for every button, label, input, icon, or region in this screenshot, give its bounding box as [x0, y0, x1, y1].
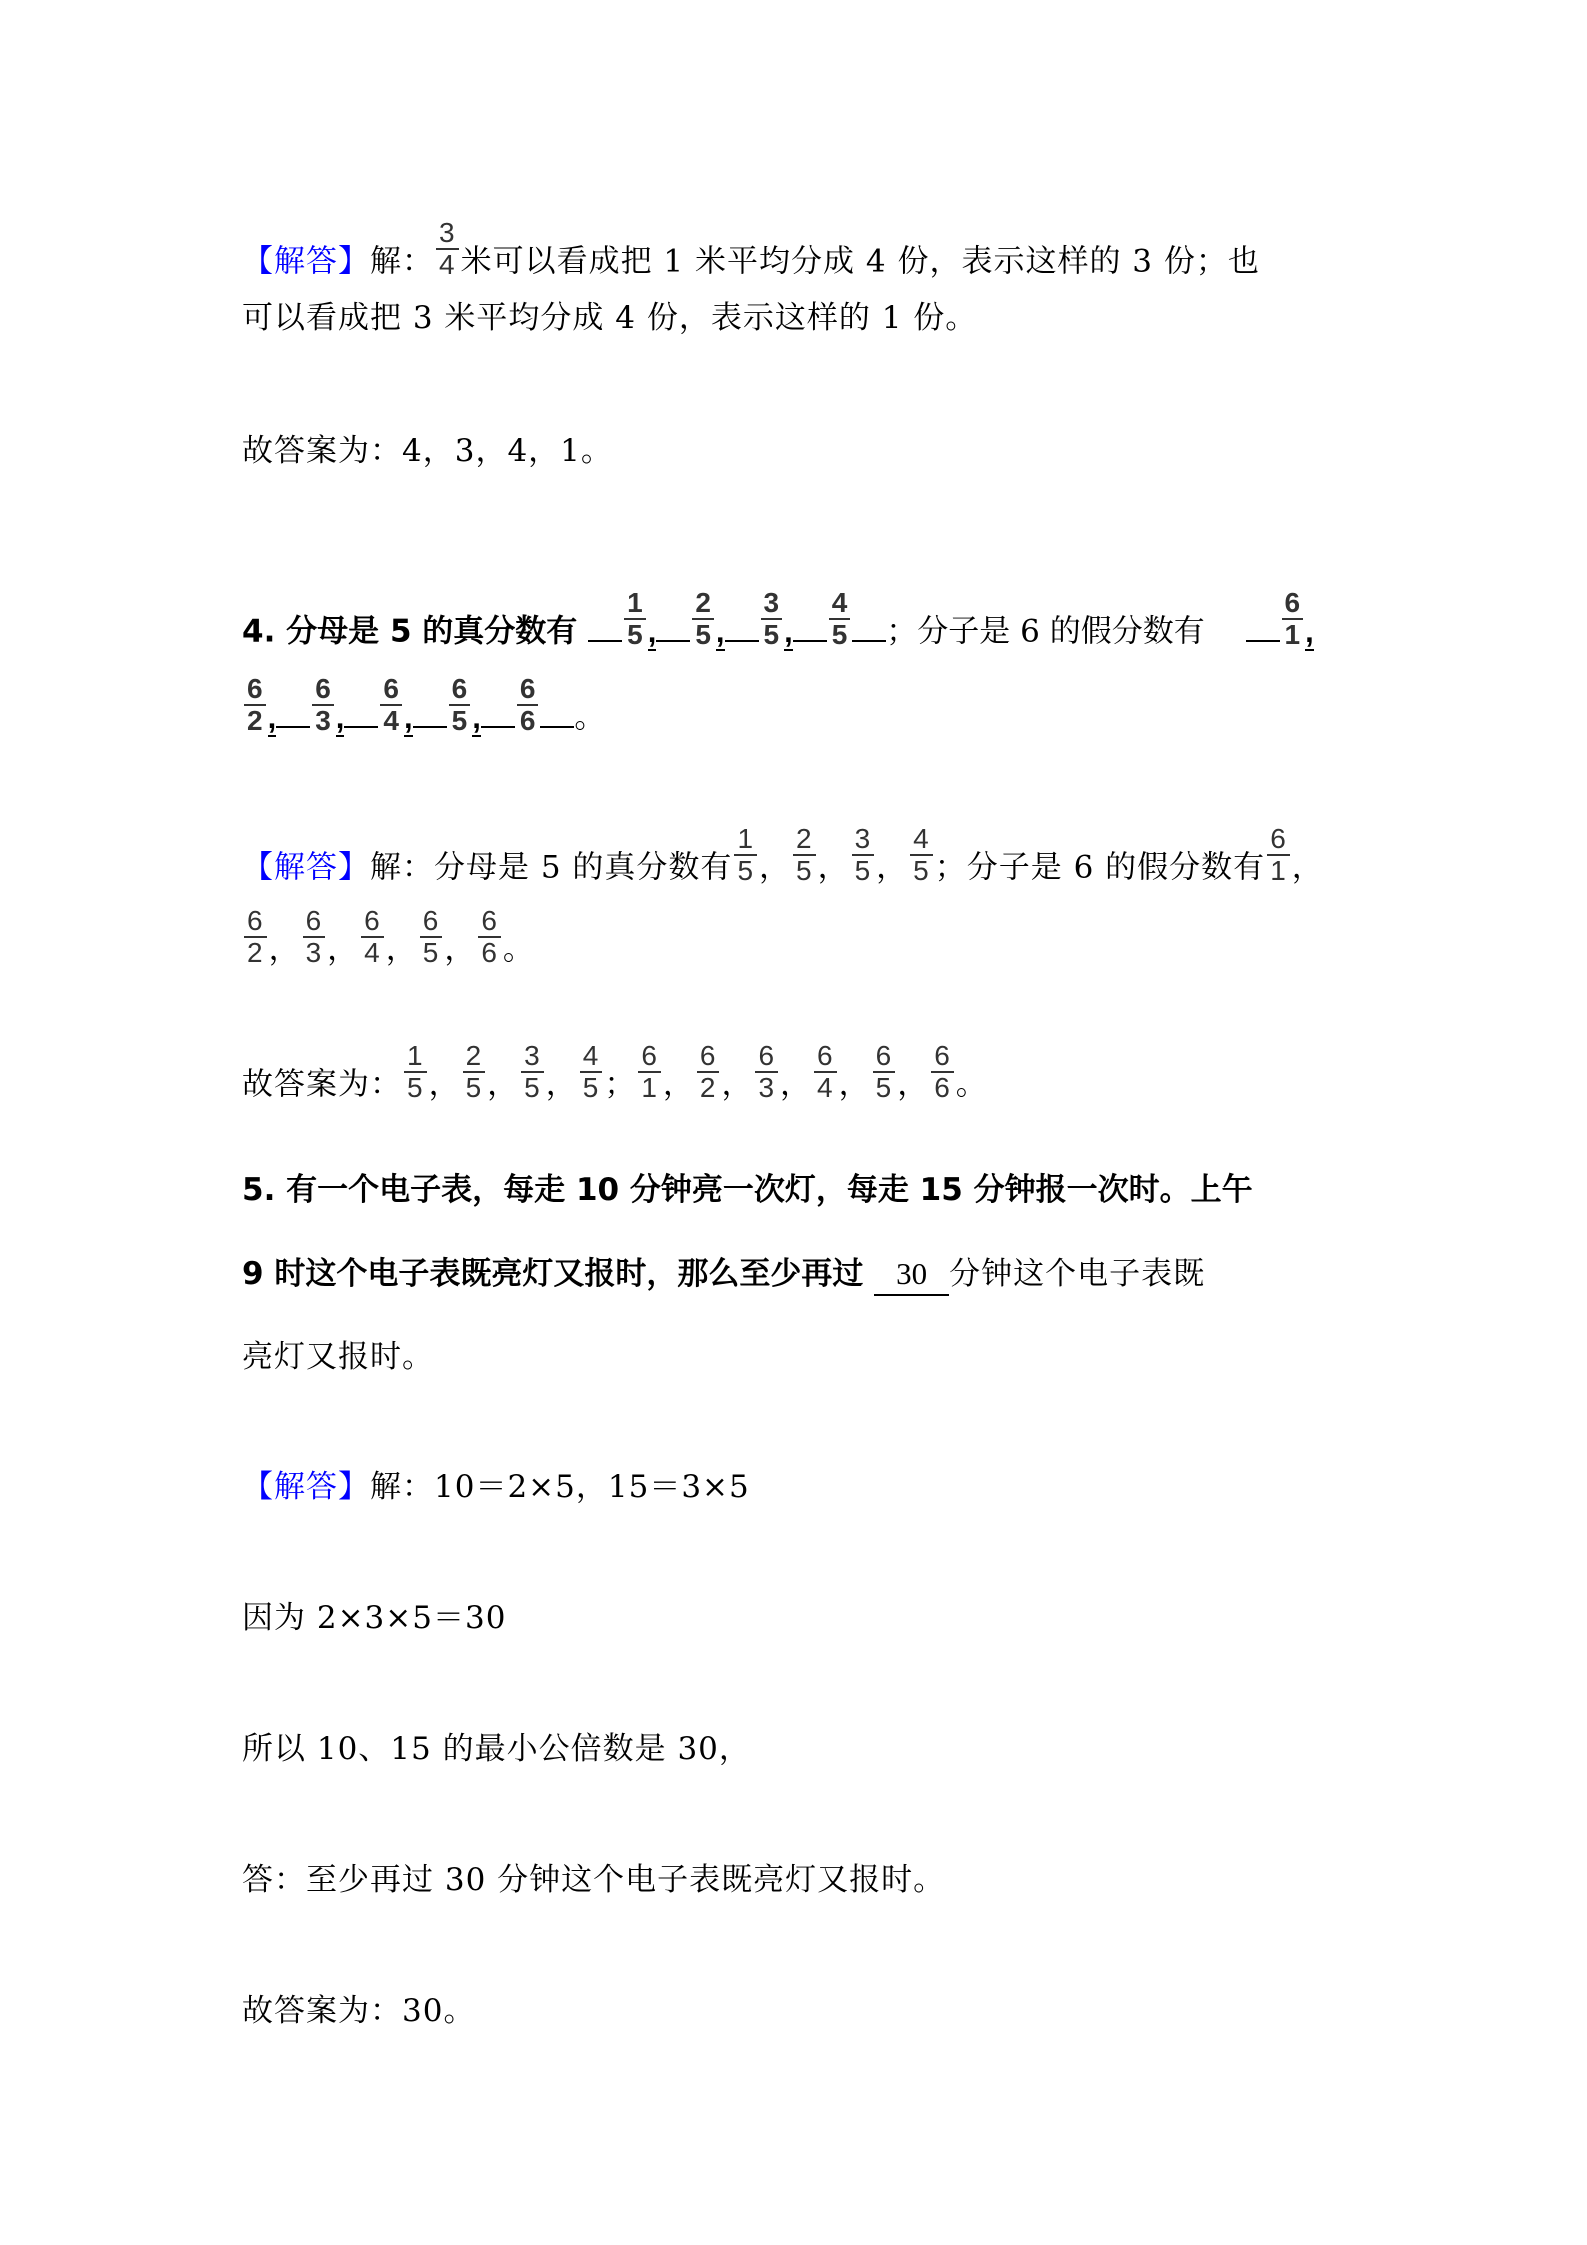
q5-answer-line1 — [242, 1467, 750, 1507]
comma: ， — [1291, 849, 1324, 886]
fraction-4-5: $\frac{4}{5}$ — [580, 1041, 603, 1103]
comma: , — [784, 613, 793, 649]
answer-text: 因为 2×3×5＝30 — [242, 1600, 507, 1636]
comma: , — [335, 699, 345, 735]
comma: ， — [268, 931, 301, 968]
answer-blank[interactable] — [793, 614, 827, 642]
comma: ， — [428, 1066, 461, 1103]
comma: ， — [876, 849, 909, 886]
q4-question-line1 — [242, 587, 1314, 664]
fraction-2-5: $\frac{2}{5}$ — [692, 588, 714, 650]
answer-text: 答：至少再过 30 分钟这个电子表既亮灯又报时。 — [242, 1862, 946, 1898]
fraction-6-3: $\frac{6}{3}$ — [755, 1041, 778, 1103]
fraction-3-5: $\frac{3}{5}$ — [521, 1041, 544, 1103]
question-text: ；分子是 6 的假分数有 — [886, 613, 1205, 650]
fraction-6-3: $\frac{6}{3}$ — [303, 906, 326, 968]
fraction-6-2: $\frac{6}{2}$ — [244, 906, 267, 968]
comma: ， — [444, 931, 477, 968]
answer-blank[interactable] — [1246, 614, 1280, 642]
fraction-6-1: $\frac{6}{1}$ — [638, 1041, 661, 1103]
fraction-1-5: $\frac{1}{5}$ — [404, 1041, 427, 1103]
question-text: 分钟这个电子表既 — [949, 1256, 1206, 1292]
answer-text: 可以看成把 3 米平均分成 4 份，表示这样的 1 份。 — [242, 300, 978, 336]
question-number: 4. — [242, 613, 276, 650]
answer-lead: 解： — [370, 1469, 434, 1505]
comma: ， — [385, 931, 418, 968]
fraction-6-6: $\frac{6}{6}$ — [517, 674, 539, 736]
fraction-1-5: $\frac{1}{5}$ — [624, 588, 646, 650]
comma: ， — [327, 931, 360, 968]
q5-answer-line3 — [242, 1729, 751, 1769]
answer-blank[interactable] — [413, 700, 447, 728]
answer-lead: 解： — [370, 849, 434, 886]
q3-final-answer — [242, 431, 613, 471]
fraction-6-5: $\frac{6}{5}$ — [873, 1041, 896, 1103]
answer-text: 分母是 5 的真分数有 — [434, 849, 733, 886]
question-text: 亮灯又报时。 — [242, 1339, 434, 1375]
comma: ， — [721, 1066, 754, 1103]
fraction-2-5: $\frac{2}{5}$ — [463, 1041, 486, 1103]
comma: ， — [487, 1066, 520, 1103]
answer-blank[interactable] — [481, 700, 515, 728]
fraction-6-4: $\frac{6}{4}$ — [361, 906, 384, 968]
comma: , — [403, 699, 413, 735]
comma: ， — [780, 1066, 813, 1103]
fraction-4-5: $\frac{4}{5}$ — [910, 824, 933, 886]
answer-blank[interactable] — [588, 614, 622, 642]
q3-answer-line1 — [242, 217, 1260, 294]
comma: ， — [897, 1066, 930, 1103]
answer-blank[interactable]: 30 — [874, 1254, 949, 1296]
fraction-3-4: $\frac{3}{4}$ — [436, 218, 459, 280]
comma: ， — [759, 849, 792, 886]
comma: , — [472, 699, 481, 735]
comma: , — [1305, 613, 1314, 649]
fraction-6-3: $\frac{6}{3}$ — [312, 674, 334, 736]
comma: ， — [545, 1066, 578, 1103]
q5-answer-line4 — [242, 1860, 945, 1900]
fraction-2-5: $\frac{2}{5}$ — [793, 824, 816, 886]
fraction-6-5: $\frac{6}{5}$ — [420, 906, 443, 968]
answer-blank[interactable] — [852, 614, 886, 642]
answer-text: 10＝2×5，15＝3×5 — [434, 1469, 750, 1505]
fraction-6-6: $\frac{6}{6}$ — [931, 1041, 954, 1103]
period: 。 — [955, 1066, 988, 1103]
fraction-6-2: $\frac{6}{2}$ — [244, 674, 266, 736]
semicolon: ； — [604, 1066, 637, 1103]
q5-question-line1 — [242, 1170, 1253, 1210]
comma: , — [647, 613, 657, 649]
period: 。 — [574, 699, 606, 736]
fraction-6-2: $\frac{6}{2}$ — [697, 1041, 720, 1103]
final-answer-text: 故答案为：4，3，4，1。 — [242, 433, 613, 469]
comma: ， — [662, 1066, 695, 1103]
q4-final-answer — [242, 1040, 988, 1117]
q4-answer-line1 — [242, 823, 1324, 900]
question-text: 分母是 5 的真分数有 — [286, 613, 578, 650]
answer-blank[interactable] — [344, 700, 378, 728]
q3-answer-line2 — [242, 298, 977, 338]
answer-lead: 解： — [370, 243, 434, 280]
fraction-6-1: $\frac{6}{1}$ — [1267, 824, 1290, 886]
answer-text: ；分子是 6 的假分数有 — [934, 849, 1266, 886]
question-number: 5. — [242, 1172, 276, 1208]
question-text: 9 时这个电子表既亮灯又报时，那么至少再过 — [242, 1256, 864, 1292]
q4-answer-line2 — [242, 905, 535, 982]
q4-question-line2 — [242, 673, 606, 750]
answer-label: 【解答】 — [242, 849, 370, 886]
fraction-6-4: $\frac{6}{4}$ — [380, 674, 402, 736]
answer-blank[interactable] — [276, 700, 310, 728]
fraction-6-5: $\frac{6}{5}$ — [449, 674, 471, 736]
answer-blank[interactable] — [540, 700, 574, 728]
fraction-6-1: $\frac{6}{1}$ — [1282, 588, 1304, 650]
q5-final-answer — [242, 1991, 475, 2031]
answer-text: 米可以看成把 1 米平均分成 4 份，表示这样的 3 份；也 — [460, 243, 1260, 280]
final-answer-lead: 故答案为： — [242, 1066, 402, 1103]
answer-label: 【解答】 — [242, 243, 370, 280]
fraction-3-5: $\frac{3}{5}$ — [852, 824, 875, 886]
answer-text: 所以 10、15 的最小公倍数是 30， — [242, 1731, 751, 1767]
final-answer-text: 故答案为：30。 — [242, 1993, 476, 2029]
q5-answer-line2 — [242, 1598, 506, 1638]
fraction-3-5: $\frac{3}{5}$ — [761, 588, 783, 650]
answer-blank[interactable] — [656, 614, 690, 642]
comma: ， — [817, 849, 850, 886]
fraction-1-5: $\frac{1}{5}$ — [734, 824, 757, 886]
q5-question-line2 — [242, 1254, 1205, 1296]
fraction-6-4: $\frac{6}{4}$ — [814, 1041, 837, 1103]
comma: ， — [838, 1066, 871, 1103]
comma: , — [267, 699, 277, 735]
answer-label: 【解答】 — [242, 1469, 370, 1505]
fraction-4-5: $\frac{4}{5}$ — [829, 588, 851, 650]
question-text: 有一个电子表，每走 10 分钟亮一次灯，每走 15 分钟报一次时。上午 — [286, 1172, 1253, 1208]
comma: , — [715, 613, 725, 649]
q5-question-line3 — [242, 1337, 434, 1377]
fraction-6-6: $\frac{6}{6}$ — [478, 906, 501, 968]
period: 。 — [502, 931, 535, 968]
answer-blank[interactable] — [725, 614, 759, 642]
